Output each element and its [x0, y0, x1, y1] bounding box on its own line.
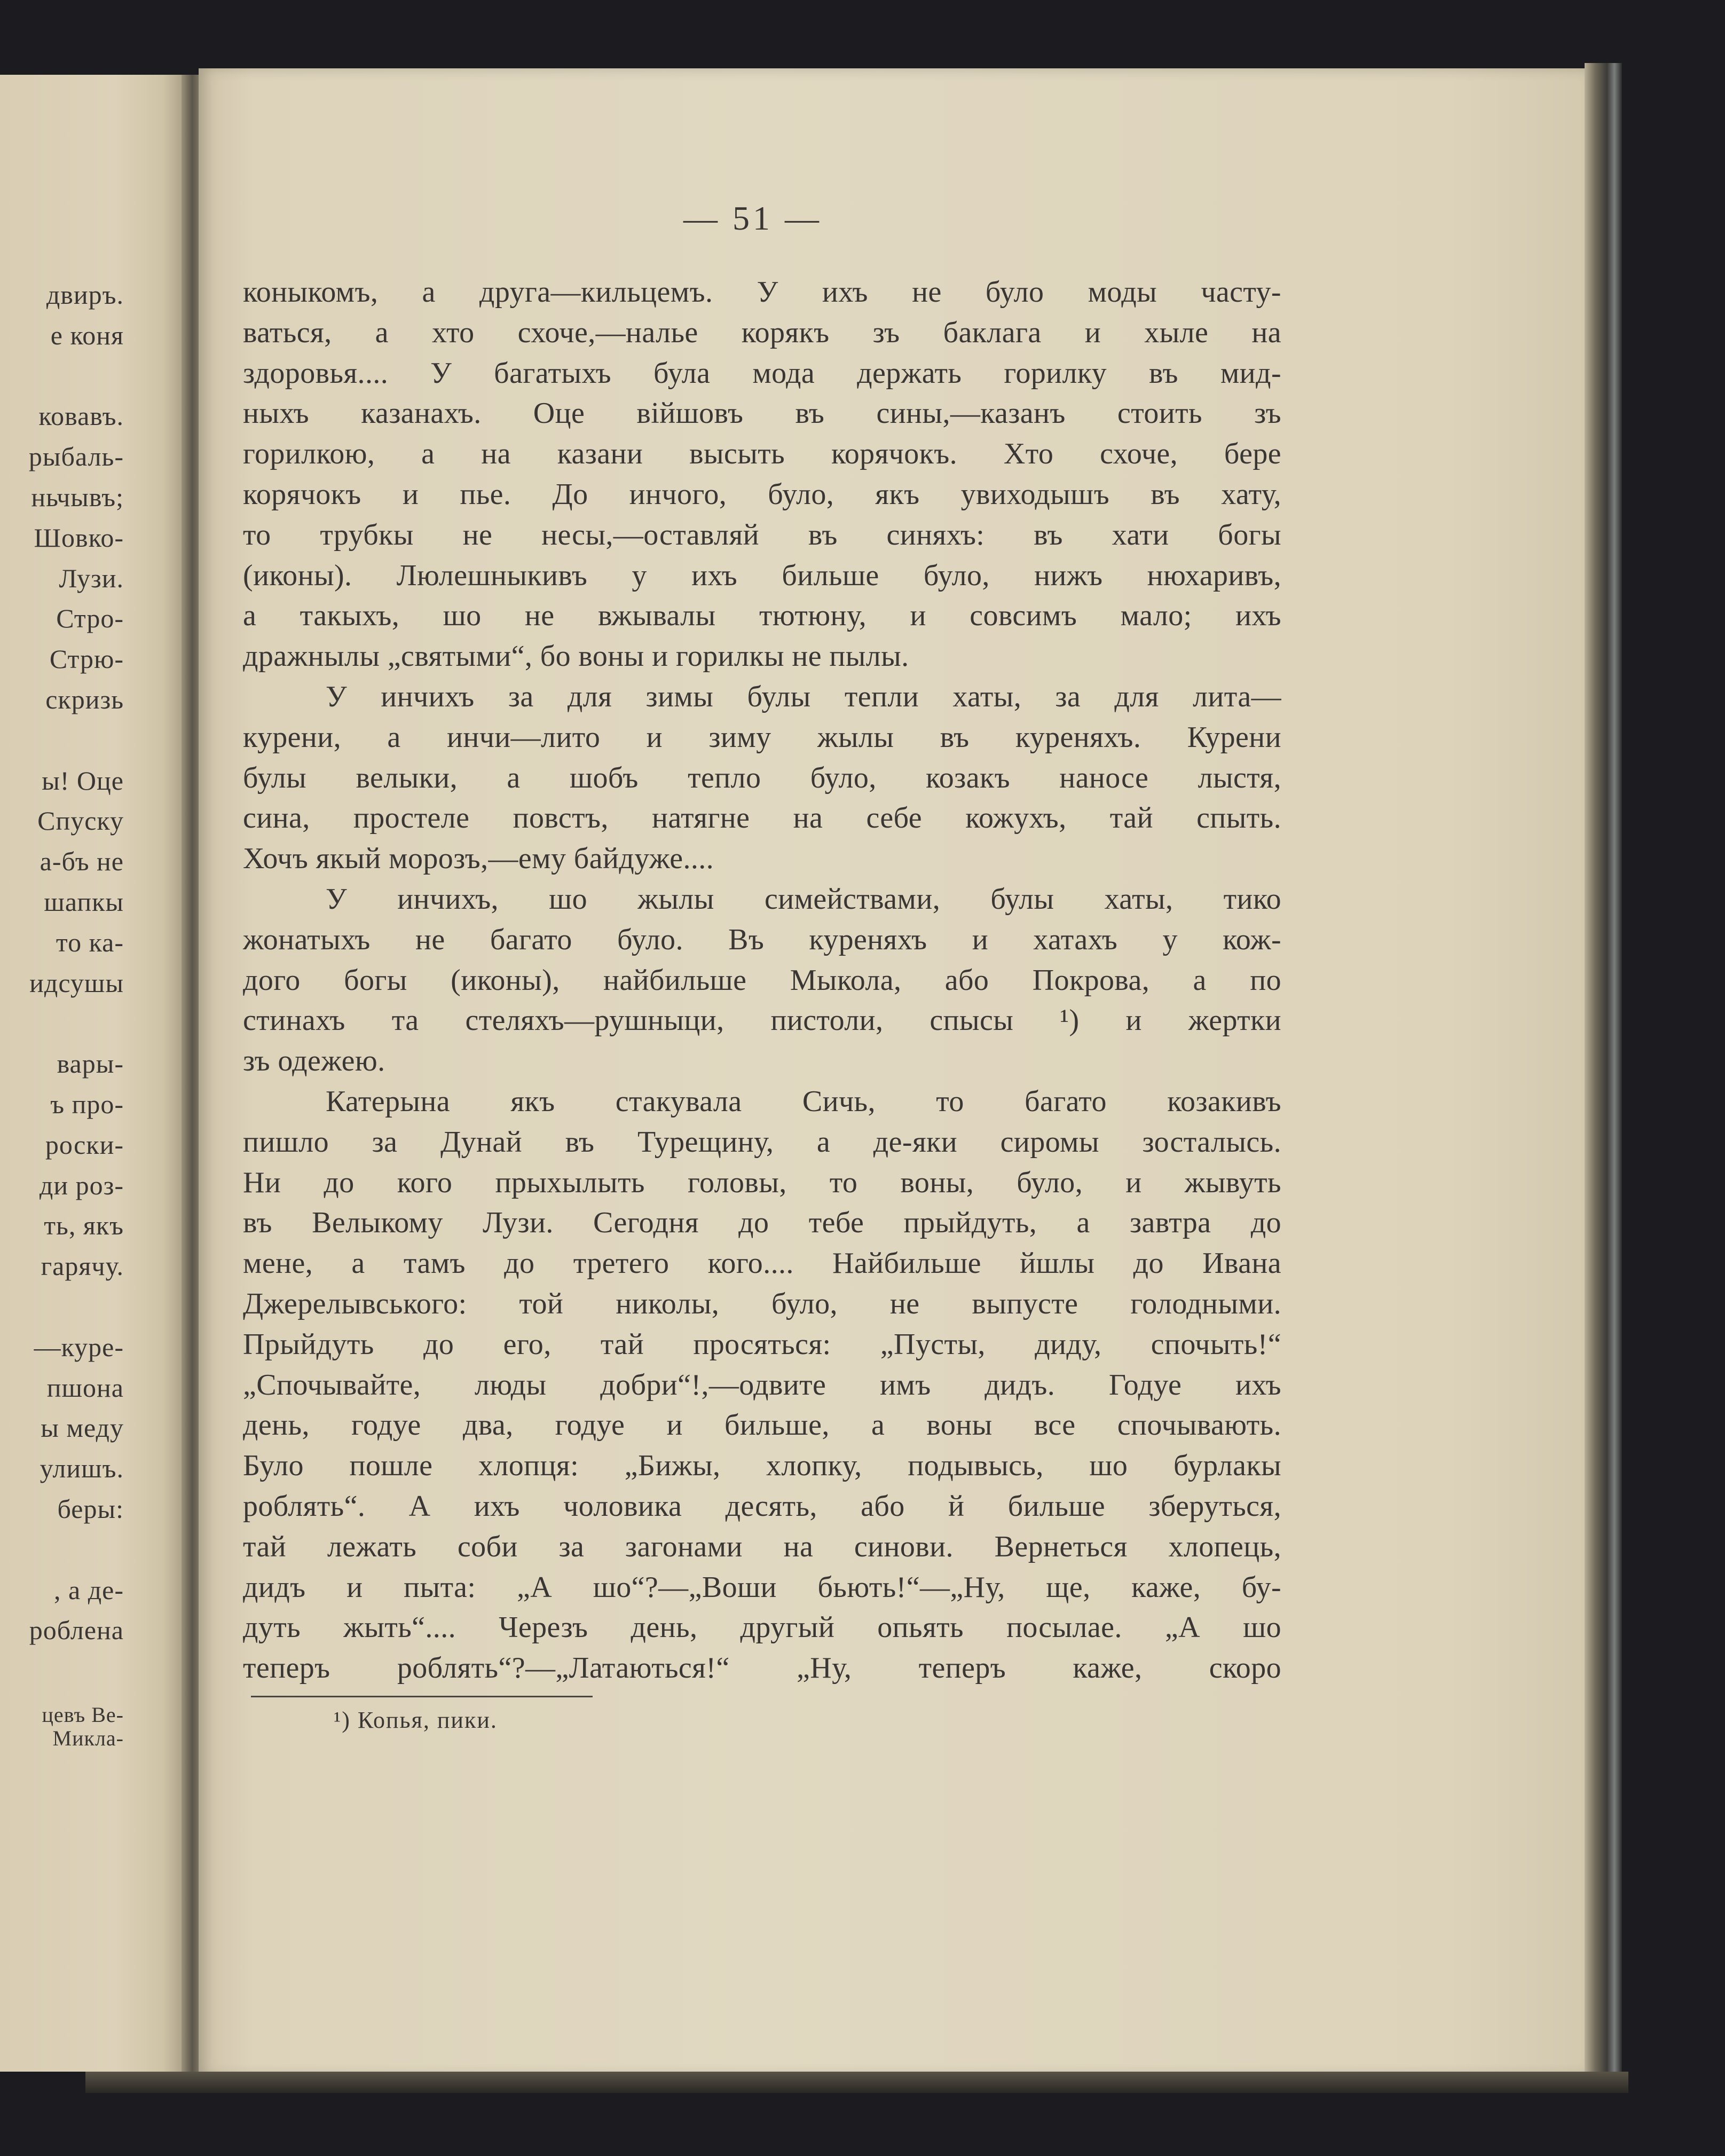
- left-page-line: а-бъ не: [40, 846, 124, 877]
- text-line: коныкомъ, а друга—кильцемъ. У ихъ не було моды часту-: [243, 276, 1281, 309]
- text-line: Катерына якъ стакувала Сичь, то багато козакивъ: [326, 1084, 1281, 1118]
- text-line: Джерелывського: той николы, було, не выпусте голодными.: [243, 1287, 1281, 1320]
- text-line: дидъ и пыта: „А шо“?—„Воши бьють!“—„Ну, ще, каже, бу-: [243, 1570, 1281, 1604]
- text-line: стинахъ та стеляхъ—рушныци, пистоли, спысы ¹) и жертки: [243, 1004, 1281, 1037]
- text-line: теперъ роблять“?—„Латаються!“ „Ну, теперъ каже, скоро: [243, 1651, 1281, 1685]
- left-page-line: вары-: [57, 1049, 124, 1079]
- footnote-rule: [251, 1696, 593, 1697]
- left-page-line: Стро-: [56, 603, 124, 634]
- text-line: роблять“. А ихъ чоловика десять, або й бильше зберуться,: [243, 1489, 1281, 1523]
- left-page-line: ъ про-: [50, 1089, 124, 1119]
- left-page-line: Стрю-: [49, 644, 124, 674]
- left-page-line: Спуску: [37, 806, 124, 836]
- left-page-line: ди роз-: [39, 1170, 124, 1200]
- left-page-line: ы! Оце: [42, 765, 124, 796]
- text-line: пишло за Дунай въ Турещину, а де-яки сиромы зосталысь.: [243, 1125, 1281, 1159]
- text-line: сина, простеле повстъ, натягне на себе кожухъ, тай спыть.: [243, 801, 1281, 835]
- left-page-line: беры:: [57, 1494, 124, 1524]
- left-page-line: пшона: [46, 1372, 124, 1403]
- left-page-footnote-line: цевъ Ве-: [42, 1703, 124, 1727]
- text-line: ваться, а хто схоче,—налье корякъ зъ баклага и хыле на: [243, 316, 1281, 349]
- left-page-line: Лузи.: [59, 563, 124, 593]
- text-line: дого богы (иконы), найбильше Мыкола, або Покрова, а по: [243, 963, 1281, 997]
- page-number: — 51 —: [683, 199, 822, 237]
- body-text: [243, 272, 1281, 1689]
- left-page-footnote-line: Микла-: [52, 1726, 124, 1750]
- text-line: ныхъ казанахъ. Оце війшовъ въ сины,—казанъ стоить зъ: [243, 397, 1281, 430]
- left-page-line: скризь: [45, 684, 124, 714]
- left-page: [0, 75, 192, 2072]
- text-line: день, годуе два, годуе и бильше, а воны все спочывають.: [243, 1409, 1281, 1442]
- left-page-line: роблена: [29, 1615, 124, 1646]
- text-line: въ Велыкому Лузи. Сегодня до тебе прыйдуть, а завтра до: [243, 1206, 1281, 1240]
- left-page-line: ы меду: [41, 1413, 124, 1443]
- left-page-line: роски-: [45, 1129, 124, 1160]
- left-page-line: ть, якъ: [44, 1210, 124, 1241]
- footnote: ¹) Копья, пики.: [334, 1707, 498, 1733]
- left-page-line: гарячу.: [41, 1251, 124, 1281]
- text-line: булы велыки, а шобъ тепло було, козакъ наносе лыстя,: [243, 761, 1281, 794]
- page-edge: [1585, 63, 1622, 2081]
- left-page-line: ковавъ.: [38, 401, 124, 431]
- left-page-line: рыбаль-: [28, 442, 124, 472]
- text-line: здоровья.... У багатыхъ була мода держать горилку въ мид-: [243, 356, 1281, 390]
- left-page-line: шапкы: [44, 887, 124, 917]
- text-line: тай лежать соби за загонами на синови. Вернеться хлопець,: [243, 1530, 1281, 1563]
- text-line: курени, а инчи—лито и зиму жылы въ куреняхъ. Курени: [243, 720, 1281, 754]
- left-page-line: е коня: [50, 320, 124, 350]
- text-line: Прыйдуть до его, тай просяться: „Пусты, диду, спочыть!“: [243, 1327, 1281, 1361]
- text-line: мене, а тамъ до третего кого.... Найбильше йшлы до Ивана: [243, 1247, 1281, 1280]
- text-line: то трубкы не несы,—оставляй въ синяхъ: въ хати богы: [243, 518, 1281, 552]
- text-line: жонатыхъ не багато було. Въ куреняхъ и хатахъ у кож-: [243, 923, 1281, 956]
- left-page-line: ньчывъ;: [31, 482, 124, 512]
- left-page-line: идсушы: [29, 967, 124, 998]
- text-line: зъ одежею.: [243, 1044, 385, 1078]
- text-line: горилкою, а на казани высыть корячокъ. Хто схоче, бере: [243, 437, 1281, 471]
- text-line: „Спочывайте, люды добри“!,—одвите имъ дидъ. Годуе ихъ: [243, 1368, 1281, 1402]
- text-line: (иконы). Люлешныкивъ у ихъ бильше було, нижъ нюхаривъ,: [243, 558, 1281, 592]
- text-line: а такыхъ, шо не вжывалы тютюну, и совсимъ мало; ихъ: [243, 599, 1281, 633]
- text-line: Ни до кого прыхылыть головы, то воны, було, и жывуть: [243, 1166, 1281, 1199]
- left-page-line: Шовко-: [34, 522, 124, 553]
- text-line: Хочъ якый морозъ,—ему байдуже....: [243, 842, 714, 876]
- text-line: У инчихъ за для зимы булы тепли хаты, за для лита—: [326, 680, 1281, 713]
- text-line: корячокъ и пье. До инчого, було, якъ увиходышъ въ хату,: [243, 477, 1281, 511]
- bottom-shadow: [85, 2072, 1628, 2093]
- left-page-line: —куре-: [34, 1332, 124, 1362]
- text-line: Було пошле хлопця: „Бижы, хлопку, подывысь, шо бурлакы: [243, 1449, 1281, 1483]
- left-page-line: , а де-: [54, 1575, 124, 1605]
- left-page-line: то ка-: [56, 927, 124, 957]
- text-line: У инчихъ, шо жылы симействами, булы хаты, тико: [326, 882, 1281, 916]
- text-line: дуть жыть“.... Черезъ день, другый опьять посылае. „А шо: [243, 1611, 1281, 1644]
- left-page-line: двиръ.: [46, 280, 124, 310]
- text-line: дражнылы „святыми“, бо воны и горилкы не пылы.: [243, 640, 909, 673]
- left-page-line: улишъ.: [40, 1453, 124, 1484]
